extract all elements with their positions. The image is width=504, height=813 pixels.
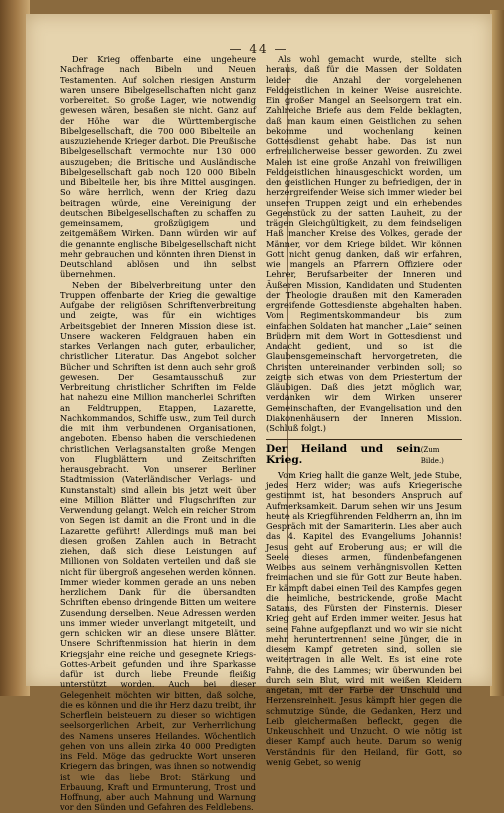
paragraph: Der Krieg offenbarte eine ungeheure Nachfrage nach Bibeln und Neuen Testamenten. Auf solchen riesigen Ansturm waren unsere Bibelgesellschaften nicht ganz vorbereitet. So große Lager, wie notwendig gewesen wären, besaßen sie nicht. Ganz auf der Höhe war die Württembergische Bibelgesellschaft, die 700 000 Bibelteile an auszuziehende Krieger darbot. Die Preußische Bibelgesellschaft vermochte nur 130 000 auszugeben; die Britische und Ausländische Bibelgesellschaft gab noch 120 000 Bibeln und Bibelteile her, bis ihre Mittel ausgingen. So wäre herrlich, wenn der Krieg dazu beitragen würde, eine Vereinigung der deutschen Bibelgesellschaften zu schaffen zu gemeinsamem, großzügigem und zeitgemäßem Wirken. Dann würden wir auf die genannte englische Bibelgesellschaft nicht mehr gebrauchen und könnten ihren Dienst in Deutschland ablösen und ihn selbst übernehmen. <box>60 54 256 280</box>
paragraph: Als wohl gemacht wurde, stellte sich heraus, daß für die Massen der Soldaten leider die Anzahl der vorgelehenen Feldgeistlichen in keiner Weise ausreichte. Ein großer Mangel an Seelsorgern trat ein. Zahlreiche Briefe aus dem Felde beklagten, daß man kaum einen Geistlichen zu sehen bekomme und wochenlang keinen Gottesdienst gehabt habe. Das ist nun erfreulicherweise besser geworden. Zu zwei Malen ist eine große Anzahl von freiwilligen Feldgeistlichen hinausgeschickt worden, um den geistlichen Hunger zu befriedigen, der in herzergreifender Weise sich immer wieder bei unseren Truppen zeigt und ein erhebendes Gegenstück zu der satten Lauheit, zu der trägen Gleichgültigkeit, zu dem feindseligen Haß mancher Kreise des Volkes, gerade der Männer, vor dem Kriege bildet. Wir können Gott nicht genug danken, daß wir erfahren, wie mangels an Pfarrern Offiziere oder Lehrer, Berufsarbeiter der Inneren und Äußeren Mission, Kandidaten und Studenten der Theologie draußen mit den Kameraden ergreifende Gottesdienste abgehalten haben. Vom Regimentskommandeur bis zum einfachen Soldaten hat mancher „Laie“ seinen Brüdern mit dem Wort in Gottesdienst und Andacht gedient, und so ist die Glaubensgemeinschaft hervorgetreten, die Christen untereinander verbinden soll; so zeigte sich etwas von dem Priestertum der Gläubigen. Daß dies jetzt möglich war, verdanken wir dem Wirken unserer Gemeinschaften, der Evangelisation und den Diakonenhäusern der Inneren Mission. (Schluß folgt.) <box>266 54 462 433</box>
left-column <box>60 54 256 813</box>
page-number: — 44 — <box>229 42 289 56</box>
article-heading <box>266 444 462 466</box>
right-column <box>266 54 462 767</box>
paragraph: Vom Krieg hallt die ganze Welt, jede Stube, jedes Herz wider; was aufs Kriegerische gestimmt ist, hat besonders Anspruch auf Aufmerksamkeit. Darum sehen wir uns Jesum heute als Kriegführenden Feldherrn an, ihn im Gespräch mit der Samariterin. Lies aber auch das 4. Kapitel des Evangeliums Johannis! Jesus geht auf Eroberung aus; er will die Seele dieses armen, fündenbefangenen Weibes aus seinem verhängnisvollen Ketten freimachen und sie für Gott zur Beute haben. Er kämpft dabei einen Teil des Kampfes gegen die heimliche, bestrickende, große Macht Satans, des Fürsten der Finsternis. Dieser Krieg geht auf Erden immer weiter. Jesus hat seine Fahne aufgepflanzt und wo wir sie nicht mehr heruntertrennen! seine Jünger, die in diesem Kampf getreten sind, sollen sie weitertragen in alle Welt. Es ist eine rote Fahne, die des Lammes; wir überwunden bei durch sein Blut, wird mit weißen Kleidern angetan, mit der Farbe der Unschuld und Herzensreinheit. Jesus kämpft hier gegen die schmutzige Sünde, die Gedanken, Herz und Leib gleichermaßen befleckt, gegen die Unkeuschheit und Unzucht. O wie nötig ist dieser Kampf auch heute. Darum so wenig Verständnis für den Heiland, für Gott, so wenig Gebet, so wenig <box>266 469 462 767</box>
page-edge <box>490 10 504 696</box>
paragraph: Neben der Bibelverbreitung unter den Truppen offenbarte der Krieg die gewaltige Aufgabe der religiösen Schriftenverbreitung und zeigte, was für ein wichtiges Arbeitsgebiet der Inneren Mission diese ist. Unsere wackeren Feldgrauen haben ein starkes Verlangen nach guter, erbaulicher, christlicher Literatur. Das Angebot solcher Bücher und Schriften ist denn auch sehr groß gewesen. Der Gesamtausschuß zur Verbreitung christlicher Schriften im Felde hat nahezu eine Million mancherlei Schriften an Feldtruppen, Etappen, Lazarette, Nachkommandos, Schiffe usw., zum Teil durch die mit ihm verbundenen Organisationen, angeboten. Ebenso haben die verschiedenen christlichen Verlagsanstalten große Mengen von Flugblättern und Zeitschriften herausgebracht. Von unserer Berliner Stadtmission (Vaterländischer Verlags- und Kunstanstalt) sind allein bis jetzt weit über eine Million Blätter und Flugschriften zur Verwendung gelangt. Welch ein reicher Strom von Segen ist damit an die Front und in die Lazarette geführt! Allerdings muß man bei diesen großen Zahlen auch in Betracht ziehen, daß sich diese Leistungen auf Millionen von Soldaten verteilen und daß sie nicht für übergroß angesehen werden können. Immer wieder kommen gerade an uns neben herzlichem Dank für die übersandten Schriften ebenso dringende Bitten um weitere Zusendung derselben. Neue Adressen werden uns immer wieder unverlangt mitgeteilt, und gern schicken wir an diese unsere Blätter. Unsere Schriftenmission hat hierin in dem Kriegsjahr eine reiche und gesegnete Kriegs-Gottes-Arbeit gefunden und ihre Sparkasse dafür ist durch liebe Freunde fleißig unterstützt worden. Auch bei dieser Gelegenheit möchten wir bitten, daß solche, die es können und die ihr Herz dazu treibt, ihr Scherflein beisteuern zu dieser so wichtigen seelsorgerlichen Arbeit, zur Verherrlichung des Namens unseres Heilandes. Wöchentlich gehen von uns allein zirka 40 000 Predigten ins Feld. Möge das gedruckte Wort unseren Kriegern das bringen, was ihnen so notwendig ist wie das liebe Brot: Stärkung und Erbauung, Kraft und Ermunterung, Trost und Hoffnung, aber auch Mahnung und Warnung vor den Sünden und Gefahren des Feldlebens. <box>60 279 256 813</box>
article-title: Der Heiland und sein Krieg. <box>266 443 421 466</box>
section-rule <box>266 439 462 440</box>
article-note: (Zum Bilde.) <box>420 446 444 465</box>
